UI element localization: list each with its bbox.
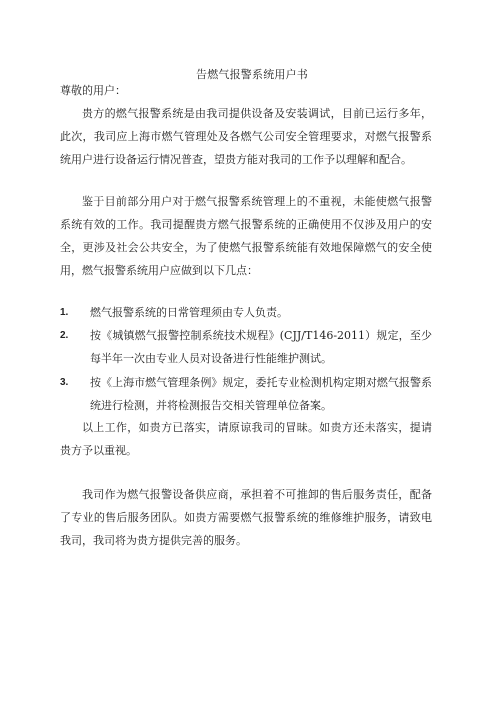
paragraph-4: 我司作为燃气报警设备供应商，承担着不可推卸的售后服务责任，配备了专业的售后服务团队。如贵方需要燃气报警系统的维修维护服务，请致电我司，我司将为贵方提供完善的服务。 (60, 488, 432, 547)
list-item-1 (60, 301, 432, 324)
paragraph-1: 贵方的燃气报警系统是由我司提供设备及安装调试，目前已运行多年，此次，我司应上海市燃气管理处及各燃气公司安全管理要求，对燃气报警系统用户进行设备运行情况普查，望贵方能对我司的工作予以理解和配合。 (60, 107, 432, 166)
list-text-1: 燃气报警系统的日常管理须由专人负责。 (90, 306, 288, 319)
list-number-2: 2. (60, 330, 69, 341)
paragraph-3: 以上工作，如贵方已落实，请原谅我司的冒昧。如贵方还未落实，提请贵方予以重视。 (60, 421, 432, 457)
paragraph-2: 鉴于目前部分用户对于燃气报警系统管理上的不重视，未能使燃气报警系统有效的工作。我司提醒贵方燃气报警系统的正确使用不仅涉及用户的安全，更涉及社会公共安全，为了使燃气报警系统能有效地保障燃气的安全使用，燃气报警系统用户应做到以下几点： (60, 195, 432, 277)
list-number-1: 1. (60, 307, 69, 318)
list-text-3: 按《上海市燃气管理条例》规定，委托专业检测机构定期对燃气报警系统进行检测，并将检测报告交相关管理单位备案。 (90, 376, 432, 412)
list-text-2: 按《城镇燃气报警控制系统技术规程》(CJJ/T146-2011）规定，至少每半年一次由专业人员对设备进行性能维护测试。 (90, 329, 432, 365)
salutation: 尊敬的用户： (60, 84, 126, 97)
document-title: 告燃气报警系统用户书 (196, 68, 308, 81)
list-number-3: 3. (60, 377, 69, 388)
list-item-2 (60, 324, 432, 370)
list-item-3 (60, 371, 432, 417)
